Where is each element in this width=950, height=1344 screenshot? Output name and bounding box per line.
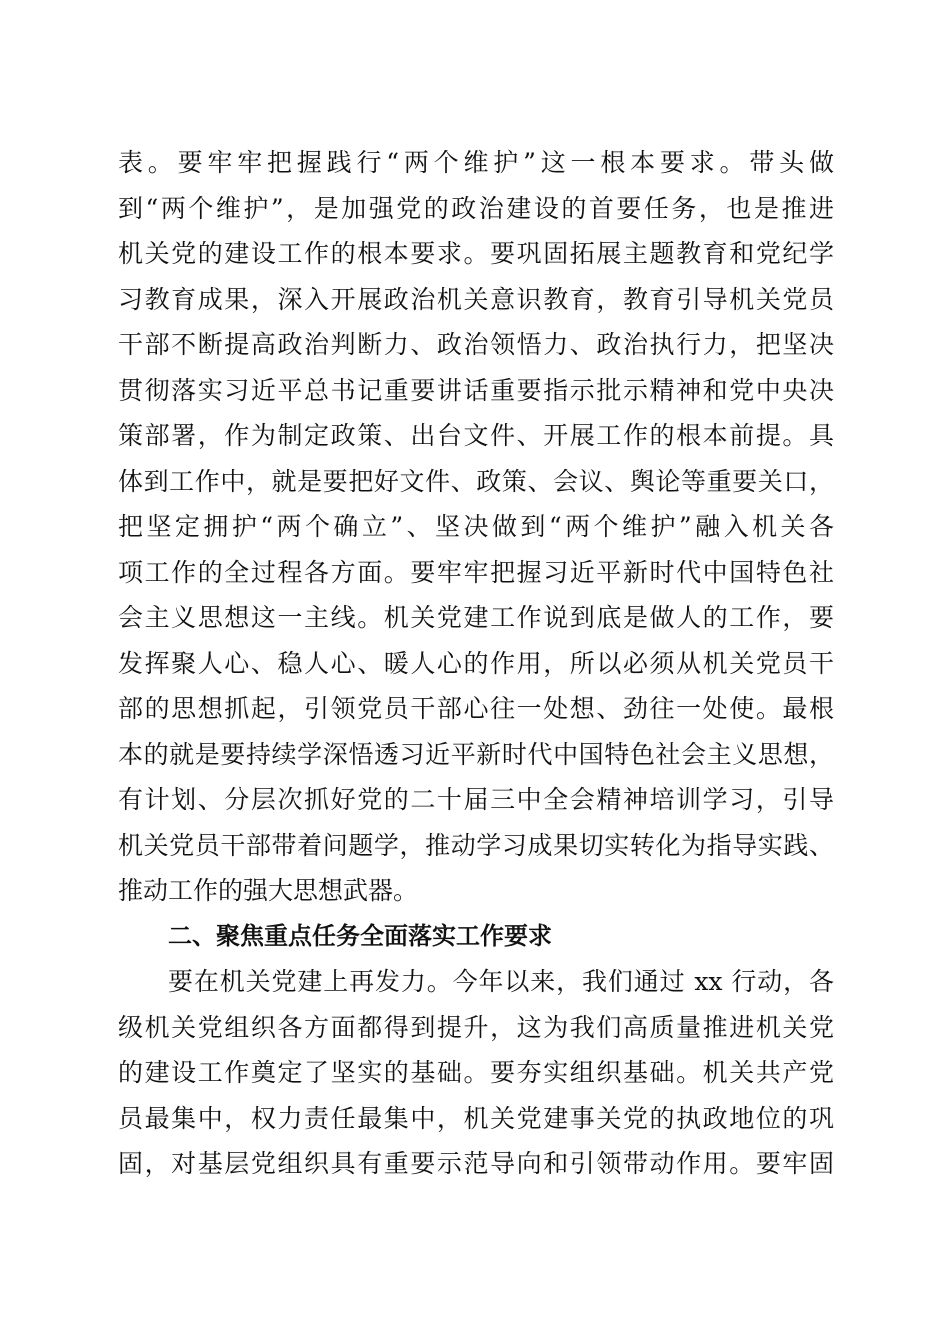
text-line: 的建设工作奠定了坚实的基础。要夯实组织基础。机关共产党 bbox=[118, 1058, 834, 1087]
section-heading: 二、聚焦重点任务全面落实工作要求 bbox=[168, 921, 552, 950]
text-line: 会主义思想这一主线。机关党建工作说到底是做人的工作，要 bbox=[118, 603, 834, 632]
paragraph-2 bbox=[118, 959, 834, 1187]
text-line: 习教育成果，深入开展政治机关意识教育，教育引导机关党员 bbox=[118, 284, 834, 314]
text-line: 固，对基层党组织具有重要示范导向和引领带动作用。要牢固 bbox=[118, 1149, 834, 1178]
text-line: 级机关党组织各方面都得到提升，这为我们高质量推进机关党 bbox=[118, 1012, 834, 1042]
text-line: 表。要牢牢把握践行“两个维护”这一根本要求。带头做 bbox=[118, 148, 834, 177]
text-line: 干部不断提高政治判断力、政治领悟力、政治执行力，把坚决 bbox=[118, 330, 834, 359]
paragraph-1 bbox=[118, 140, 834, 914]
text-line: 有计划、分层次抓好党的二十届三中全会精神培训学习，引导 bbox=[118, 785, 834, 814]
text-line: 体到工作中，就是要把好文件、政策、会议、舆论等重要关口， bbox=[118, 466, 834, 496]
text-line: 发挥聚人心、稳人心、暖人心的作用，所以必须从机关党员干 bbox=[118, 648, 834, 678]
text-line: 把坚定拥护“两个确立”、坚决做到“两个维护”融入机关各 bbox=[118, 512, 834, 541]
text-line: 部的思想抓起，引领党员干部心往一处想、劲往一处使。最根 bbox=[118, 694, 834, 723]
text-line: 策部署，作为制定政策、出台文件、开展工作的根本前提。具 bbox=[118, 421, 834, 450]
text-line: 贯彻落实习近平总书记重要讲话重要指示批示精神和党中央决 bbox=[118, 375, 834, 405]
text-line: 本的就是要持续学深悟透习近平新时代中国特色社会主义思想， bbox=[118, 739, 834, 769]
text-line: 推动工作的强大思想武器。 bbox=[118, 876, 419, 905]
text-line: 项工作的全过程各方面。要牢牢把握习近平新时代中国特色社 bbox=[118, 557, 834, 587]
text-line: 到“两个维护”，是加强党的政治建设的首要任务，也是推进 bbox=[118, 193, 834, 223]
text-line: 机关党员干部带着问题学，推动学习成果切实转化为指导实践、 bbox=[118, 830, 834, 860]
text-line: 机关党的建设工作的根本要求。要巩固拓展主题教育和党纪学 bbox=[118, 239, 834, 268]
text-line: 要在机关党建上再发力。今年以来，我们通过 xx 行动，各 bbox=[168, 967, 834, 996]
document-body bbox=[118, 140, 834, 1187]
text-line: 员最集中，权力责任最集中，机关党建事关党的执政地位的巩 bbox=[118, 1103, 834, 1133]
